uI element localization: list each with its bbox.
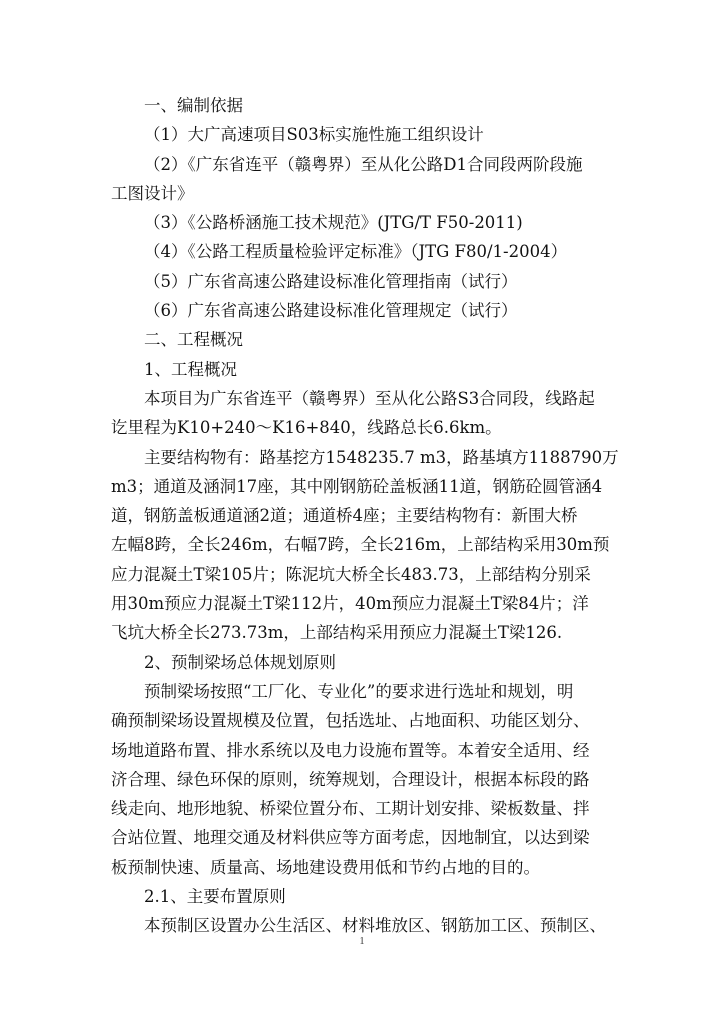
text-line: 确预制梁场设置规模及位置，包括选址、占地面积、功能区划分、: [111, 711, 590, 731]
text-line: 2、预制梁场总体规划原则: [144, 652, 336, 672]
text-line: （6）广东省高速公路建设标准化管理规定（试行）: [144, 301, 518, 321]
text-line: 左幅8跨，全长246m，右幅7跨，全长216m，上部结构采用30m预: [111, 535, 610, 555]
text-line: 工图设计》: [111, 183, 194, 203]
text-line: 道，钢筋盖板通道涵2道；通道桥4座；主要结构物有：新围大桥: [111, 506, 578, 526]
text-line: 济合理、绿色环保的原则，统筹规划，合理设计，根据本标段的路: [111, 769, 590, 789]
text-line: 预制梁场按照“工厂化、专业化”的要求进行选址和规划，明: [144, 681, 574, 701]
text-line: 二、工程概况: [144, 330, 243, 350]
text-line: （4）《公路工程质量检验评定标准》（JTG F80/1-2004）: [144, 242, 568, 262]
text-line: m3；通道及涵洞17座，其中刚钢筋砼盖板涵11道，钢筋砼圆管涵4: [111, 476, 603, 496]
text-line: 板预制快速、质量高、场地建设费用低和节约占地的目的。: [111, 857, 540, 877]
text-line: 线走向、地形地貌、桥梁位置分布、工期计划安排、梁板数量、拌: [111, 799, 590, 819]
text-line: （5）广东省高速公路建设标准化管理指南（试行）: [144, 271, 518, 291]
document-body: [111, 91, 619, 941]
text-line: 本预制区设置办公生活区、材料堆放区、钢筋加工区、预制区、: [144, 916, 606, 936]
text-line: （1）大广高速项目S03标实施性施工组织设计: [144, 125, 484, 145]
text-line: （2）《广东省连平（赣粤界）至从化公路D1合同段两阶段施: [144, 154, 583, 174]
text-line: 2.1、主要布置原则: [144, 887, 286, 907]
text-line: 1、工程概况: [144, 359, 237, 379]
text-line: 飞坑大桥全长273.73m，上部结构采用预应力混凝土T梁126.: [111, 623, 563, 643]
text-line: 用30m预应力混凝土T梁112片，40m预应力混凝土T梁84片；洋: [111, 594, 589, 614]
page-number: 1: [359, 936, 365, 947]
text-line: 应力混凝土T梁105片；陈泥坑大桥全长483.73，上部结构分别采: [111, 564, 591, 584]
text-line: 讫里程为K10+240～K16+840，线路总长6.6km。: [111, 418, 502, 438]
text-line: 合站位置、地理交通及材料供应等方面考虑，因地制宜，以达到梁: [111, 828, 590, 848]
text-line: （3）《公路桥涵施工技术规范》(JTG/T F50-2011): [144, 213, 523, 233]
text-line: 本项目为广东省连平（赣粤界）至从化公路S3合同段，线路起: [144, 388, 595, 408]
text-line: 一、编制依据: [144, 96, 243, 115]
text-line: 场地道路布置、排水系统以及电力设施布置等。本着安全适用、经: [111, 740, 590, 760]
text-line: 主要结构物有：路基挖方1548235.7 m3，路基填方1188790万: [144, 447, 619, 467]
